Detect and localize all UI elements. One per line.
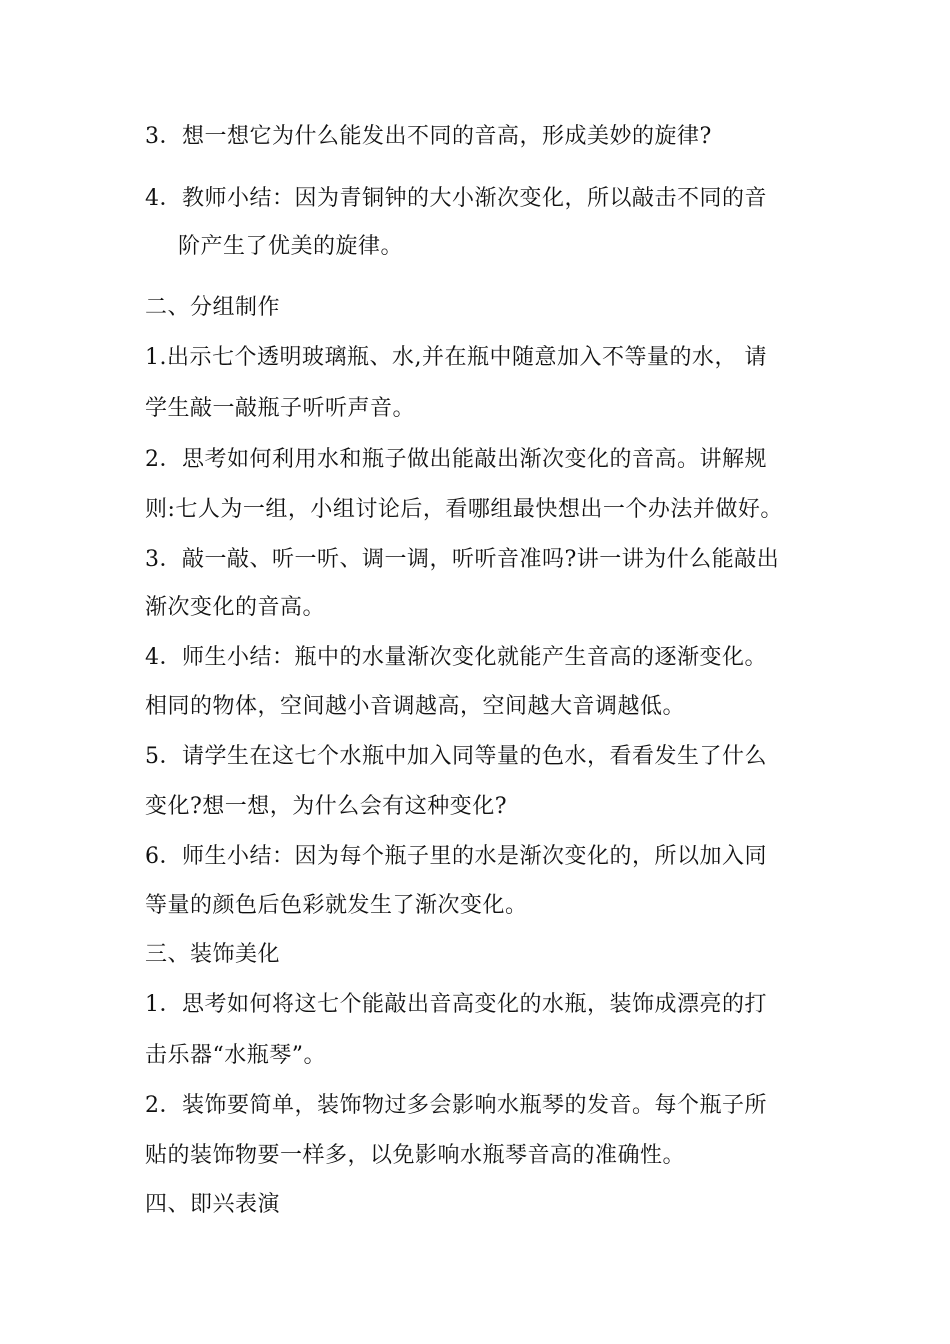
text-line: 阶产生了优美的旋律。	[178, 234, 404, 259]
text-line: 3．想一想它为什么能发出不同的音高，形成美妙的旋律?	[145, 124, 712, 149]
text-line: 相同的物体，空间越小音调越高，空间越大音调越低。	[145, 694, 686, 719]
text-line: 1.出示七个透明玻璃瓶、水,并在瓶中随意加入不等量的水， 请	[145, 345, 767, 370]
text-line: 1．思考如何将这七个能敲出音高变化的水瓶，装饰成漂亮的打	[145, 992, 767, 1017]
text-line: 2．思考如何利用水和瓶子做出能敲出渐次变化的音高。讲解规	[145, 447, 767, 472]
text-line: 等量的颜色后色彩就发生了渐次变化。	[145, 893, 528, 918]
text-line: 变化?想一想，为什么会有这种变化?	[145, 794, 508, 819]
text-line: 3．敲一敲、听一听、调一调，听听音准吗?讲一讲为什么能敲出	[145, 547, 780, 572]
text-line: 学生敲一敲瓶子听听声音。	[145, 396, 416, 421]
text-line: 贴的装饰物要一样多，以免影响水瓶琴音高的准确性。	[145, 1143, 686, 1168]
text-line: 6．师生小结：因为每个瓶子里的水是渐次变化的，所以加入同	[145, 844, 767, 869]
section-heading: 二、分组制作	[145, 295, 281, 320]
text-line: 则:七人为一组，小组讨论后，看哪组最快想出一个办法并做好。	[145, 497, 783, 522]
section-heading: 四、即兴表演	[145, 1192, 281, 1217]
section-heading: 三、装饰美化	[145, 942, 281, 967]
text-line: 4．师生小结：瓶中的水量渐次变化就能产生音高的逐渐变化。	[145, 645, 767, 670]
text-line: 2．装饰要简单，装饰物过多会影响水瓶琴的发音。每个瓶子所	[145, 1093, 767, 1118]
text-line: 击乐器“水瓶琴”。	[145, 1043, 326, 1068]
text-line: 4．教师小结：因为青铜钟的大小渐次变化，所以敲击不同的音	[145, 186, 767, 211]
text-line: 渐次变化的音高。	[145, 595, 326, 620]
text-line: 5．请学生在这七个水瓶中加入同等量的色水，看看发生了什么	[145, 744, 767, 769]
